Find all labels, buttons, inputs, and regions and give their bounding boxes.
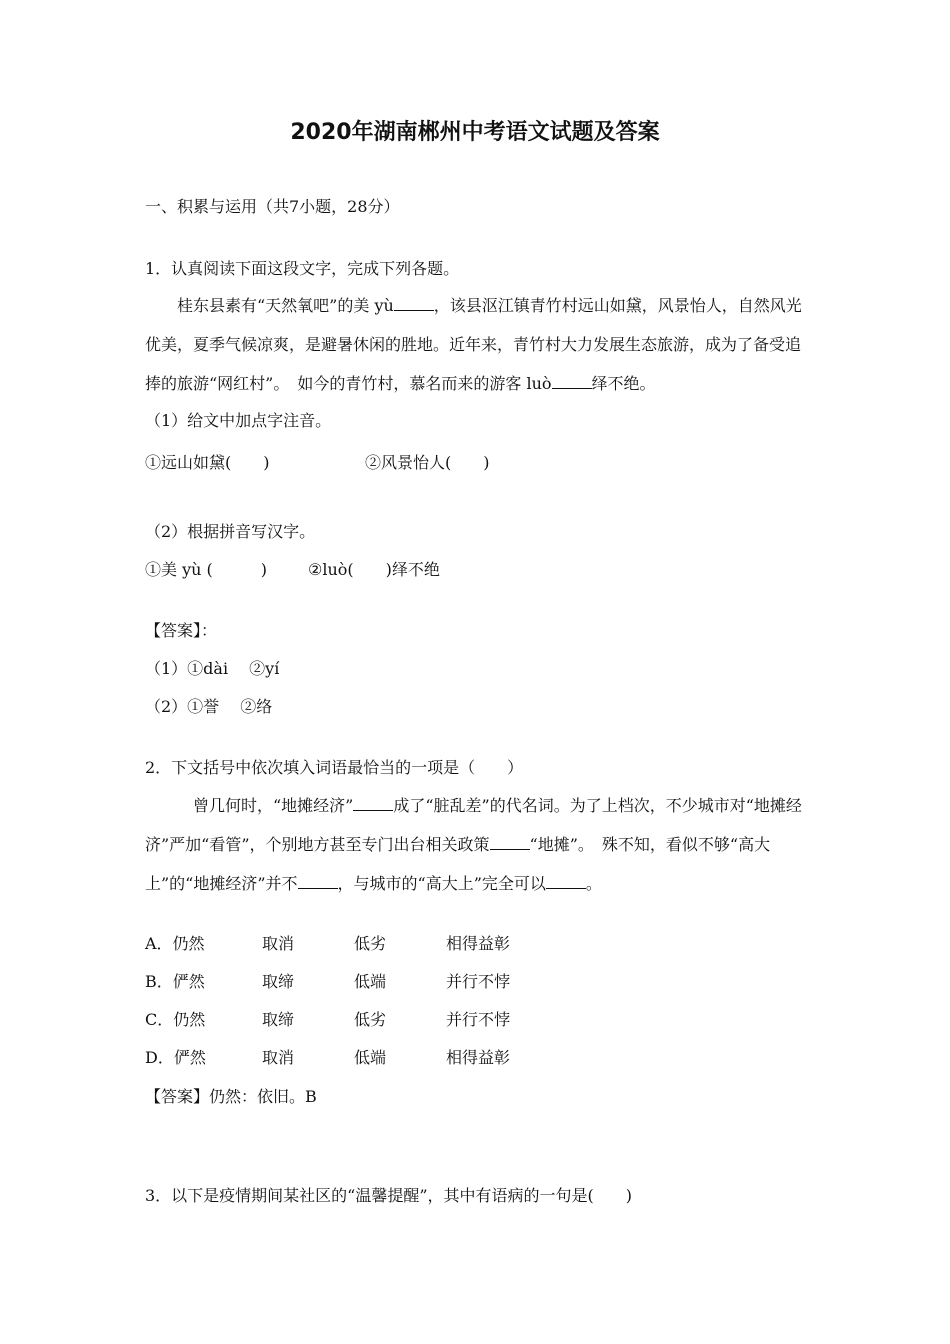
answer-label: 【答案】：: [145, 621, 218, 640]
option-c-word-3: 低劣: [354, 1010, 387, 1029]
option-c-word-1: C．仍然: [145, 1010, 206, 1029]
question-1-sub2-b: ②luò( )绎不绝: [308, 560, 440, 579]
question-1-sub1-b: ②风景怡人( ): [365, 453, 490, 472]
fill-blank: [490, 833, 530, 850]
fill-blank: [552, 372, 592, 389]
q2-part-4: ，与城市的“高大上”完全可以: [337, 874, 546, 893]
option-d-word-2: 取消: [262, 1048, 295, 1067]
question-1-sub1-a: ①远山如黛( ): [145, 453, 270, 472]
fill-blank: [394, 294, 434, 311]
fill-blank: [298, 872, 338, 889]
option-c-word-2: 取缔: [262, 1010, 295, 1029]
option-a-word-4: 相得益彰: [446, 934, 511, 953]
passage-part-c: 绎不绝。: [591, 374, 656, 393]
question-1-sub1: （1）给文中加点字注音。: [145, 411, 332, 430]
option-a-word-1: A．仍然: [145, 934, 205, 953]
question-1-passage: [145, 286, 813, 403]
option-a-word-2: 取消: [262, 934, 295, 953]
section-heading: 一、积累与运用（共7小题，28分）: [145, 197, 400, 216]
option-b-word-4: 并行不悖: [446, 972, 511, 991]
passage-part-a: 桂东县素有“天然氧吧”的美 yù: [177, 296, 394, 315]
option-c-word-4: 并行不悖: [446, 1010, 511, 1029]
option-b-word-2: 取缔: [262, 972, 295, 991]
fill-blank: [546, 872, 586, 889]
option-d-word-3: 低端: [354, 1048, 387, 1067]
q2-part-5: 。: [585, 874, 602, 893]
q2-part-2: 成了“脏乱差”的代名词。为了上档次，不少城市对“地摊经济”严加“看管”，个别地方甚至专门出台相关政策: [145, 796, 802, 854]
option-b-word-1: B．俨然: [145, 972, 205, 991]
passage-part-b: ，该县沤江镇青竹村远山如黛，风景怡人，自然风光优美，夏季气候凉爽，是避暑休闲的胜地。近年来，青竹村大力发展生态旅游，成为了备受追捧的旅游“网红村”。 如今的青竹村，慕名而来的游客 luò: [145, 296, 802, 393]
document-title: 2020年湖南郴州中考语文试题及答案: [290, 120, 660, 145]
q2-part-3: “地摊”。 殊不知，看似不够“高大上”的“地摊经济”并不: [145, 835, 771, 893]
question-2-answer: 【答案】仍然：依旧。B: [145, 1087, 317, 1106]
question-2-stem: 2．下文括号中依次填入词语最恰当的一项是（ ）: [145, 758, 524, 777]
option-d-word-1: D．俨然: [145, 1048, 206, 1067]
question-1-sub2: （2）根据拼音写汉字。: [145, 522, 316, 541]
option-d-word-4: 相得益彰: [446, 1048, 511, 1067]
question-1-stem: 1．认真阅读下面这段文字，完成下列各题。: [145, 259, 460, 278]
option-b-word-3: 低端: [354, 972, 387, 991]
question-1-sub2-a: ①美 yù ( ): [145, 560, 268, 579]
fill-blank: [353, 794, 393, 811]
answer-1: （1）①dài ②yí: [145, 659, 280, 678]
q2-part-1: 曾几何时，“地摊经济”: [193, 796, 354, 815]
question-2-passage: [145, 786, 813, 903]
question-3-stem: 3．以下是疫情期间某社区的“温馨提醒”，其中有语病的一句是( ): [145, 1186, 633, 1205]
answer-2: （2）①誉 ②络: [145, 697, 273, 716]
option-a-word-3: 低劣: [354, 934, 387, 953]
